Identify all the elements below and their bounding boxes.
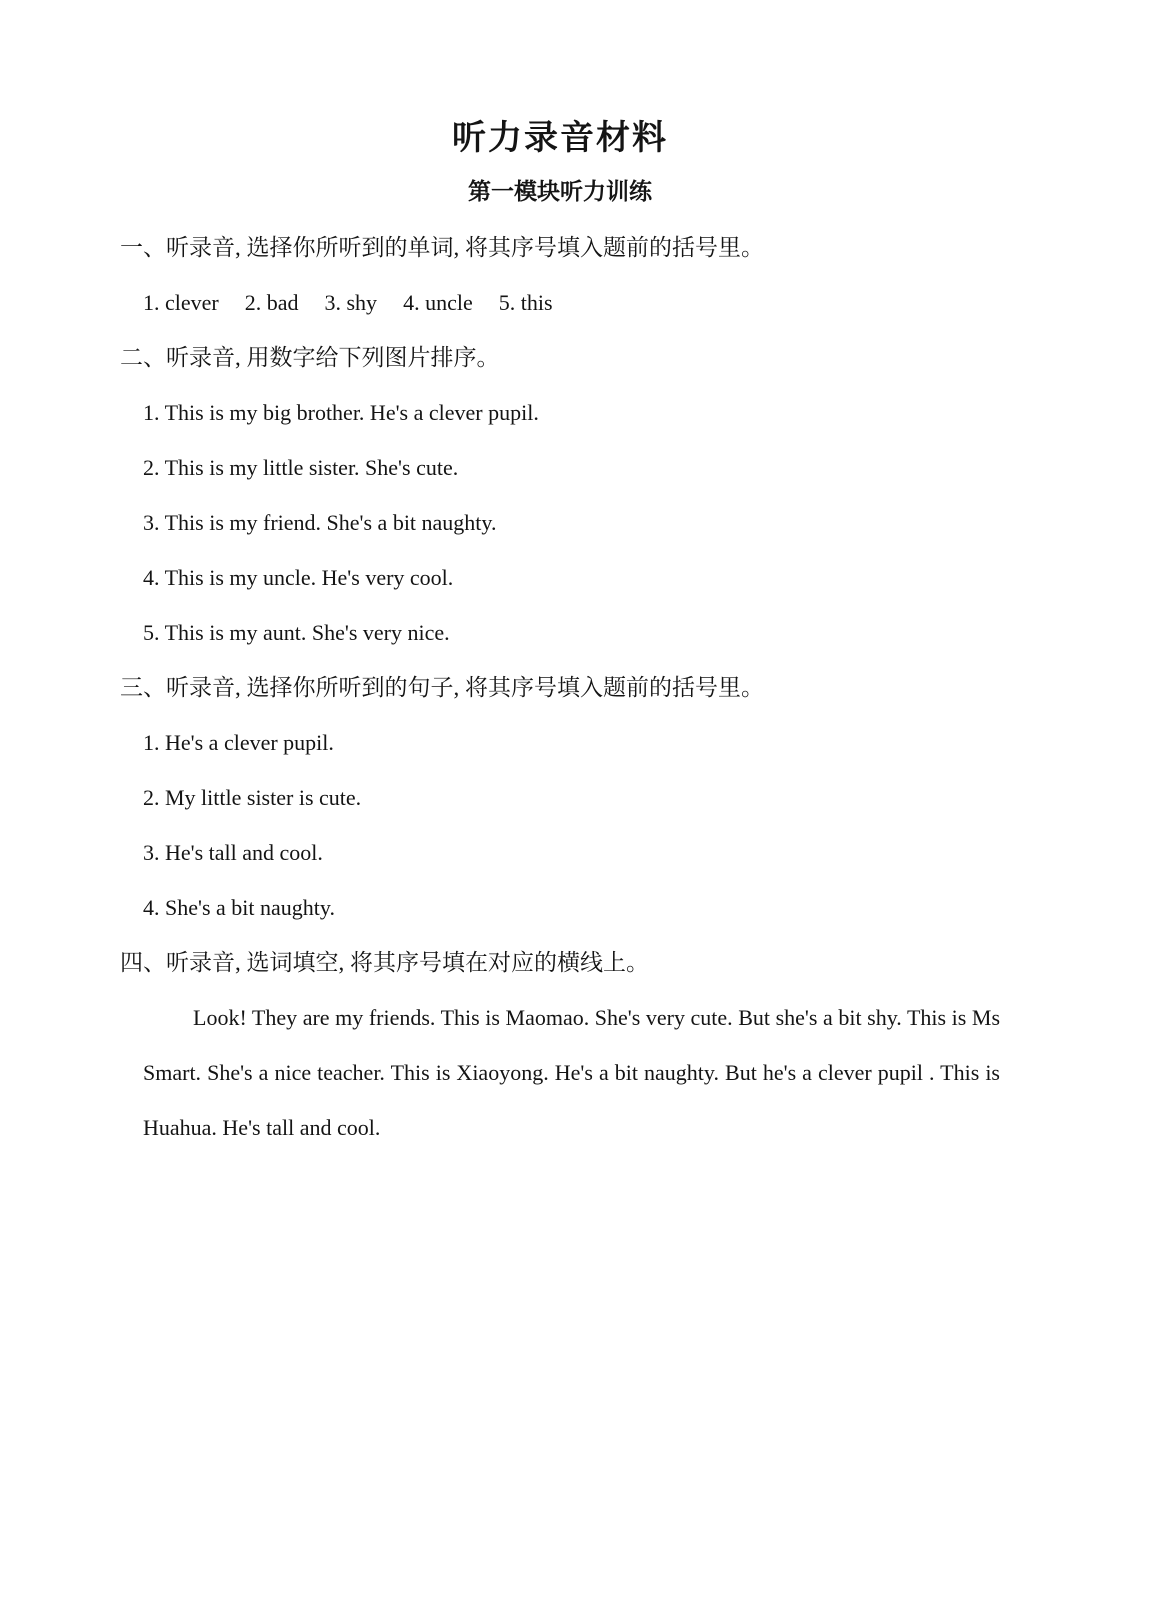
section-4-heading: 四、听录音, 选词填空, 将其序号填在对应的横线上。: [120, 950, 649, 975]
section-1-heading: 一、听录音, 选择你所听到的单词, 将其序号填入题前的括号里。: [120, 235, 764, 260]
sections: [120, 220, 1000, 1155]
list-item: 1. He's a clever pupil.: [143, 730, 334, 755]
list-item: 4. She's a bit naughty.: [143, 895, 335, 920]
word-item: 1. clever: [143, 290, 219, 315]
page-title: 听力录音材料: [452, 118, 668, 158]
page-subtitle: 第一模块听力训练: [468, 179, 652, 205]
list-item: 2. My little sister is cute.: [143, 785, 362, 810]
section-2-heading: 二、听录音, 用数字给下列图片排序。: [120, 345, 500, 370]
word-item: 4. uncle: [403, 290, 473, 315]
list-item: 3. He's tall and cool.: [143, 840, 323, 865]
section-1-word-list: [143, 275, 1000, 330]
section-3-heading: 三、听录音, 选择你所听到的句子, 将其序号填入题前的括号里。: [120, 675, 764, 700]
list-item: 4. This is my uncle. He's very cool.: [143, 565, 454, 590]
list-item: 5. This is my aunt. She's very nice.: [143, 620, 450, 645]
word-item: 3. shy: [324, 290, 378, 315]
word-item: 5. this: [498, 290, 553, 315]
list-item: 2. This is my little sister. She's cute.: [143, 455, 459, 480]
list-item: 3. This is my friend. She's a bit naughty.: [143, 510, 497, 535]
section-4-paragraph: Look! They are my friends. This is Maomao. She's very cute. But she's a bit shy. This is Ms Smart. She's a nice teacher. This is Xiaoyong. He's a bit naughty. But he's a clever pupil . This is Huahua. He's tall and cool.: [143, 1005, 1000, 1140]
word-item: 2. bad: [244, 290, 299, 315]
document-content: [120, 113, 1000, 1155]
list-item: 1. This is my big brother. He's a clever pupil.: [143, 400, 539, 425]
